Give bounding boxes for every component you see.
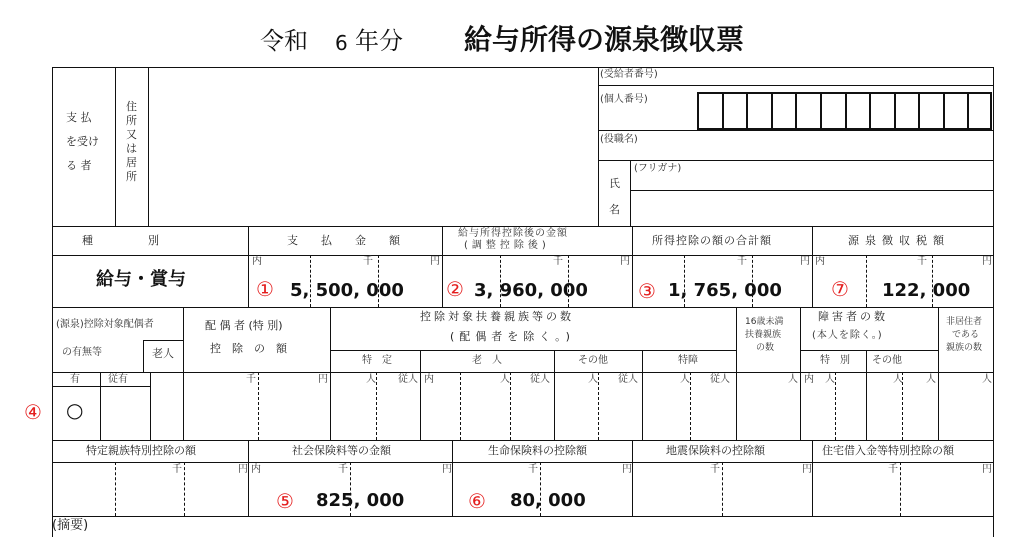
header-social-insurance: 社会保険料等の金額 bbox=[292, 444, 391, 457]
divider bbox=[52, 440, 994, 441]
divider bbox=[330, 307, 331, 440]
divider bbox=[442, 226, 443, 307]
divider bbox=[52, 462, 994, 463]
sen-label: 千 bbox=[917, 256, 927, 267]
name-label-2: 名 bbox=[609, 203, 620, 216]
en-label: 円 bbox=[238, 464, 248, 475]
furigana-label: (フリガナ) bbox=[634, 163, 682, 174]
payer-label-1: 支 払 bbox=[66, 111, 92, 124]
divider bbox=[184, 462, 185, 516]
page-title: 給与所得の源泉徴収票 bbox=[464, 23, 745, 56]
address-label: 住所又は居所 bbox=[126, 100, 137, 183]
special-label: 特 別 bbox=[820, 355, 850, 366]
nin-label: 人 bbox=[982, 374, 992, 385]
life-insurance-amount: 80, 000 bbox=[510, 490, 586, 511]
divider bbox=[52, 386, 150, 387]
divider bbox=[598, 372, 599, 440]
divider bbox=[722, 462, 723, 516]
under16-label-1: 16歳未満 bbox=[745, 317, 784, 327]
payer-label-2: を受け bbox=[66, 135, 99, 148]
divider bbox=[554, 350, 555, 440]
nin-label: 人 bbox=[588, 374, 598, 385]
nin-label: 人 bbox=[788, 374, 798, 385]
position-label: (役職名) bbox=[600, 134, 638, 145]
junin-label: 従人 bbox=[530, 374, 550, 385]
divider bbox=[148, 67, 149, 226]
recipient-number-label: (受給者番号) bbox=[600, 69, 658, 80]
disabled-other-label: その他 bbox=[872, 355, 902, 366]
en-label: 円 bbox=[318, 374, 328, 385]
divider bbox=[632, 226, 633, 307]
divider bbox=[183, 307, 184, 440]
divider bbox=[143, 340, 144, 372]
nin-label: 人 bbox=[926, 374, 936, 385]
sen-label: 千 bbox=[528, 464, 538, 475]
en-label: 円 bbox=[800, 256, 810, 267]
marker-2: ② bbox=[446, 277, 464, 301]
personal-number-cell-divider bbox=[943, 92, 945, 130]
nonresident-label-1: 非居住者 bbox=[946, 317, 983, 327]
tokushou-label: 特障 bbox=[678, 355, 698, 366]
form-frame bbox=[52, 67, 994, 537]
divider bbox=[800, 307, 801, 440]
divider bbox=[630, 160, 631, 226]
divider bbox=[52, 255, 994, 256]
divider bbox=[630, 190, 994, 191]
divider bbox=[52, 226, 994, 227]
header-housing-loan: 住宅借入金等特別控除の額 bbox=[822, 444, 954, 457]
divider bbox=[330, 350, 736, 351]
divider bbox=[866, 350, 867, 440]
personal-number-cell-divider bbox=[820, 92, 822, 130]
sen-label: 千 bbox=[888, 464, 898, 475]
sen-label: 千 bbox=[710, 464, 720, 475]
personal-number-cell-divider bbox=[845, 92, 847, 130]
divider bbox=[598, 130, 994, 131]
divider bbox=[736, 307, 737, 440]
divider bbox=[938, 307, 939, 440]
header-shubetsu: 種 別 bbox=[82, 234, 159, 247]
divider bbox=[143, 340, 183, 341]
sen-label: 千 bbox=[338, 464, 348, 475]
en-label: 円 bbox=[442, 464, 452, 475]
dependents-label-1: 控除対象扶養親族等の数 bbox=[420, 310, 574, 323]
divider bbox=[248, 226, 249, 307]
title-year: 6 bbox=[335, 31, 348, 55]
spouse-deduction-label-2: 控 除 の 額 bbox=[210, 342, 287, 355]
nin-label: 人 bbox=[893, 374, 903, 385]
spouse-deduction-label-1: 配 偶 者 (特 別) bbox=[205, 319, 283, 332]
sen-label: 千 bbox=[246, 374, 256, 385]
under16-label-3: の数 bbox=[756, 343, 775, 353]
marker-6: ⑥ bbox=[468, 489, 486, 513]
spouse-present-circle: ○ bbox=[66, 398, 84, 422]
header-after-deduction-2: (調整控除後) bbox=[464, 240, 550, 251]
sen-label: 千 bbox=[737, 256, 747, 267]
remarks-label: (摘要) bbox=[52, 518, 89, 533]
header-withholding: 源泉徴収税額 bbox=[848, 234, 950, 247]
divider bbox=[52, 372, 994, 373]
divider bbox=[900, 462, 901, 516]
junin-label: 従人 bbox=[710, 374, 730, 385]
divider bbox=[835, 372, 836, 440]
nin-label: 人 bbox=[680, 374, 690, 385]
marker-4: ④ bbox=[24, 400, 42, 424]
personal-number-label: (個人番号) bbox=[600, 94, 648, 105]
marker-3: ③ bbox=[638, 279, 656, 303]
divider bbox=[632, 440, 633, 516]
nin-label: 人 bbox=[366, 374, 376, 385]
after-deduction-amount: 3, 960, 000 bbox=[474, 280, 588, 301]
withholding-amount: 122, 000 bbox=[882, 280, 971, 301]
payment-amount: 5, 500, 000 bbox=[290, 280, 404, 301]
divider bbox=[598, 67, 599, 226]
spouse-flag-label-1: (源泉)控除対象配偶者 bbox=[56, 319, 154, 330]
divider bbox=[460, 372, 461, 440]
en-label: 円 bbox=[982, 256, 992, 267]
en-label: 円 bbox=[620, 256, 630, 267]
divider bbox=[248, 440, 249, 516]
divider bbox=[150, 372, 151, 440]
divider bbox=[812, 226, 813, 307]
header-special-relative: 特定親族特別控除の額 bbox=[86, 444, 196, 457]
divider bbox=[642, 350, 643, 440]
personal-number-cell-divider bbox=[918, 92, 920, 130]
sen-label: 千 bbox=[363, 256, 373, 267]
personal-number-cell-divider bbox=[746, 92, 748, 130]
sen-label: 千 bbox=[553, 256, 563, 267]
divider bbox=[510, 372, 511, 440]
personal-number-cell-divider bbox=[771, 92, 773, 130]
divider bbox=[800, 350, 938, 351]
divider bbox=[100, 372, 101, 440]
dependents-label-2: (配偶者を除く。) bbox=[450, 330, 575, 343]
divider bbox=[812, 440, 813, 516]
header-earthquake: 地震保険料の控除額 bbox=[666, 444, 765, 457]
junin-label: 従人 bbox=[618, 374, 638, 385]
elderly-label: 老人 bbox=[152, 347, 174, 360]
nin-label: 人 bbox=[825, 374, 835, 385]
other-label: その他 bbox=[578, 355, 608, 366]
uchi-label: 内 bbox=[251, 464, 261, 475]
disabled-label-2: (本人を除く。) bbox=[812, 330, 883, 341]
uchi-label: 内 bbox=[804, 374, 814, 385]
personal-number-cell-divider bbox=[795, 92, 797, 130]
title-nenbun: 年分 bbox=[355, 27, 403, 55]
divider bbox=[258, 372, 259, 440]
personal-number-cell-divider bbox=[869, 92, 871, 130]
divider bbox=[690, 372, 691, 440]
divider bbox=[115, 462, 116, 516]
nonresident-label-3: 親族の数 bbox=[946, 343, 983, 353]
under16-label-2: 扶養親族 bbox=[745, 330, 782, 340]
en-label: 円 bbox=[430, 256, 440, 267]
header-deduction-total: 所得控除の額の合計額 bbox=[652, 234, 772, 247]
ari-label: 有 bbox=[70, 374, 80, 385]
income-type: 給与・賞与 bbox=[96, 269, 186, 290]
divider bbox=[866, 255, 867, 307]
marker-7: ⑦ bbox=[831, 277, 849, 301]
uchi-label: 内 bbox=[252, 256, 262, 267]
personal-number-cell-divider bbox=[894, 92, 896, 130]
personal-number-cell-divider bbox=[967, 92, 969, 130]
en-label: 円 bbox=[622, 464, 632, 475]
nonresident-label-2: である bbox=[952, 330, 980, 340]
juari-label: 従有 bbox=[108, 374, 128, 385]
personal-number-cell-divider bbox=[722, 92, 724, 130]
divider bbox=[52, 307, 994, 308]
title-era: 令和 bbox=[260, 27, 308, 55]
social-insurance-amount: 825, 000 bbox=[316, 490, 405, 511]
uchi-label: 内 bbox=[815, 256, 825, 267]
divider bbox=[420, 350, 421, 440]
divider bbox=[598, 85, 994, 86]
divider bbox=[452, 440, 453, 516]
divider bbox=[52, 516, 994, 517]
header-payment: 支 払 金 額 bbox=[287, 234, 406, 247]
divider bbox=[598, 160, 994, 161]
specific-label: 特 定 bbox=[362, 355, 392, 366]
deduction-total-amount: 1, 765, 000 bbox=[668, 280, 782, 301]
header-life-insurance: 生命保険料の控除額 bbox=[488, 444, 587, 457]
divider bbox=[376, 372, 377, 440]
spouse-flag-label-2: の有無等 bbox=[62, 347, 102, 358]
sen-label: 千 bbox=[172, 464, 182, 475]
junin-label: 従人 bbox=[398, 374, 418, 385]
uchi-label: 内 bbox=[424, 374, 434, 385]
nin-label: 人 bbox=[500, 374, 510, 385]
old-label: 老 人 bbox=[472, 355, 502, 366]
en-label: 円 bbox=[802, 464, 812, 475]
name-label-1: 氏 bbox=[609, 177, 620, 190]
payer-label-3: る 者 bbox=[66, 159, 92, 172]
header-after-deduction-1: 給与所得控除後の金額 bbox=[458, 228, 568, 239]
marker-1: ① bbox=[256, 277, 274, 301]
disabled-label-1: 障害者の数 bbox=[818, 310, 888, 323]
marker-5: ⑤ bbox=[276, 489, 294, 513]
divider bbox=[115, 67, 116, 226]
en-label: 円 bbox=[982, 464, 992, 475]
